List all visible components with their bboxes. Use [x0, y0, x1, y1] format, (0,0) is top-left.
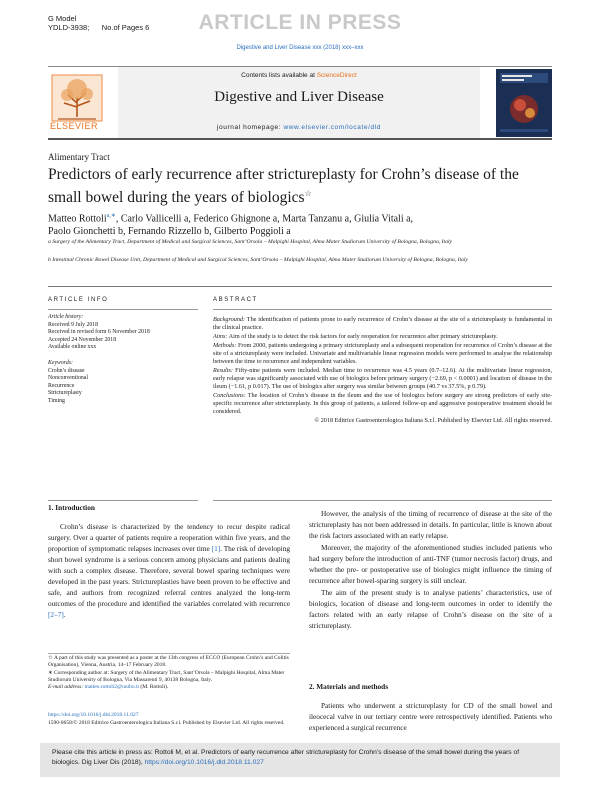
keyword-item: Crohn’s disease [48, 367, 85, 374]
journal-masthead [48, 66, 552, 140]
article-info-column [48, 314, 198, 406]
section-label: Alimentary Tract [48, 152, 110, 162]
introduction-heading: 1. Introduction [48, 503, 95, 512]
citation-text: Please cite this article in press as: Rottoli M, et al. Predictors of early recurrence after strictureplasty for Crohn’s disease of the small bowel during the years of biologics. Dig Liver Dis (2018), [52, 749, 520, 766]
history-label: Article history: [48, 314, 84, 320]
article-info-heading: ARTICLE INFO [48, 297, 109, 303]
page-count: No.of Pages 6 [101, 23, 150, 32]
keyword-item: Timing [48, 397, 65, 404]
contents-line: Contents lists available at ScienceDirect [241, 72, 357, 79]
body-paragraph: However, the analysis of the timing of recurrence of disease at the site of the strictureplasty has not been addressed in details. In particular, little is known about the risk factors associated with an early relapse. [309, 509, 552, 540]
email-link[interactable]: matteo.rottoli2@unibo.it [84, 684, 140, 691]
abstract-copyright: © 2018 Editrice Gastroenterologica Italiana S.r.l. Published by Elsevier Ltd. All rights reserved. [314, 416, 552, 424]
citation-box [40, 743, 560, 777]
spacer [48, 352, 198, 360]
footnote-email: E-mail address: matteo.rottoli2@unibo.it (M. Rottoli). [48, 684, 169, 691]
abstract-methods: Methods: From 2000, patients undergoing a primary strictureplasty and a subsequent reoperation for recurrence of Crohn’s disease at the site of a strictureplasty were included. Univariate and multivariable linear regression models were performed to analyse the relationship between the time to recurrence and independent variables. [213, 341, 553, 366]
footnote-presentation: ☆ A part of this study was presented as a poster at the 13th congress of ECCO (European Crohn’s and Colitis Organisation), Vienna, Austria, 14–17 February 2018. [48, 655, 289, 669]
journal-homepage-link[interactable]: www.elsevier.com/locate/dld [283, 124, 381, 131]
footnote-rule [48, 653, 290, 654]
abstract-body [213, 316, 552, 425]
methods-paragraph: Patients who underwent a strictureplasty for CD of the small bowel and ileocecal valve in our tertiary centre were retrospectively identified. Patients who experienced a surgical recurrence [309, 701, 552, 732]
author-rottoli[interactable]: Matteo Rottoli [48, 213, 107, 225]
journal-cover-image [496, 69, 552, 137]
abstract-bottom-rule [213, 500, 552, 501]
history-item: Received 9 July 2018 [48, 321, 99, 328]
body-paragraph: The aim of the present study is to analyse patients’ characteristics, use of biologics, location of disease and long-term outcomes in order to identify the factors related with an early relapse of Crohn’s disease on the site of a strictureplasty. [309, 588, 552, 630]
citation-doi-link[interactable]: https://doi.org/10.1016/j.dld.2018.11.027 [144, 758, 264, 766]
paper-title: Predictors of early recurrence after strictureplasty for Crohn’s disease of the small bowel during the years of biologics☆ [48, 166, 519, 207]
abstract-aims: Aims: Aim of the study is to detect the risk factors for early reoperation for recurrence after primary strictureplasty. [213, 332, 498, 340]
keyword-item: Recurrence [48, 382, 75, 389]
affiliation-b: b Intestinal Chronic Bowel Disease Unit, Department of Medical and Surgical Sciences, Sant’Orsola – Malpighi Hospital, Alma Mater Studiorum University of Bologna, Bologna, Italy [48, 257, 468, 263]
publisher-name: ELSEVIER [50, 121, 99, 131]
keywords-label: Keywords: [48, 359, 73, 366]
history-item: Available online xxx [48, 344, 97, 351]
history-item: Received in revised form 6 November 2018 [48, 329, 150, 336]
abstract-heading: ABSTRACT [213, 297, 258, 303]
history-item: Accepted 24 November 2018 [48, 336, 117, 343]
body-paragraph: Moreover, the majority of the aforementioned studies included patients who had surgery before the introduction of anti-TNF (tumor necrosis factor) drugs, and whether the pre- or postoperative use of biologics might influence the timing of recurrence after bowel-sparing surgery is still unclear. [309, 543, 552, 585]
methods-heading: 2. Materials and methods [309, 682, 389, 691]
article-in-press-banner: ARTICLE IN PRESS [198, 11, 402, 34]
keyword-item: Strictureplasty [48, 390, 82, 397]
sciencedirect-link[interactable]: ScienceDirect [316, 72, 357, 79]
abstract-results: Results: Fifty-nine patients were included. Median time to recurrence was 4.5 years (0.7–12.6). At the multivariate linear regression, early relapse was significantly associated with use of biologics before primary surgery (−2.69, p < 0.0001) and location of disease in the ileum (−1.61, p 0.017). The use of biologics after surgery was similar between groups (40.7 vs 37.5%, p 0.79). [213, 366, 553, 391]
reference-link[interactable]: [1] [211, 544, 221, 553]
article-info-rule [48, 309, 198, 310]
top-citation-link[interactable]: Digestive and Liver Disease xxx (2018) xxx–xxx [236, 45, 364, 51]
author-affil-mark[interactable]: a,∗ [106, 213, 116, 219]
abstract-rule [213, 309, 552, 310]
journal-code: G Model [48, 14, 77, 23]
right-column [309, 508, 552, 632]
manuscript-id: YDLD-3938; No.of Pages 6 [48, 23, 150, 32]
issn-line: 1590-8658/© 2018 Editrice Gastroenterologica Italiana S.r.l. Published by Elsevier Ltd. All rights reserved. [48, 720, 285, 726]
footnote-corresponding: ∗ Corresponding author at: Surgery of the Alimentary Tract, Sant’Orsola – Malpighi Hospital, Alma Mater Studiorum University of Bologna, Via Massarenti 9, 40138 Bologna, Italy. [48, 669, 285, 683]
introduction-paragraph: Crohn’s disease is characterized by the tendency to recur despite radical surgery. Over a quarter of patients require a reoperation within five years, and the proportion of symptomatic relapses increases over time [1]. The risk of developing short bowel syndrome is a serious concern among physicians and patients dealing with such a complex disease. Therefore, several bowel sparing techniques were developed in the past years. Strictureplasties have been proven to be effective and safe, and authors from recognized referral centres analyzed the long-term outcomes of the procedure and identified the variables correlated with recurrence [2–7]. [48, 522, 290, 619]
doi-link[interactable]: https://doi.org/10.1016/j.dld.2018.11.027 [48, 712, 139, 718]
reference-link[interactable]: [2–7] [48, 610, 64, 619]
author-list [48, 210, 468, 238]
journal-homepage-line: journal homepage: www.elsevier.com/locate/dld [217, 124, 381, 131]
authors-line2: Paolo Gionchetti b, Fernando Rizzello b, Gilberto Poggioli a [48, 226, 291, 238]
title-footnote-mark[interactable]: ☆ [304, 189, 312, 198]
affiliation-a: a Surgery of the Alimentary Tract, Department of Medical and Surgical Sciences, Sant’Orsola – Malpighi Hospital, Alma Mater Studiorum University of Bologna, Bologna, Italy [48, 239, 453, 245]
header-divider [48, 286, 552, 287]
abstract-conclusions: Conclusions: The location of Crohn’s disease in the ileum and the use of biologics before surgery are strong predictors of early site-specific recurrence after strictureplasty. In this group of patients, a tailored follow-up and aggressive postoperative treatment should be considered. [213, 391, 552, 416]
footnotes [48, 655, 290, 692]
authors-line1-rest: , Carlo Vallicelli a, Federico Ghignone a, Marta Tanzanu a, Giulia Vitali a, [115, 213, 414, 225]
abstract-background: Background: The identification of patients prone to early recurrence of Crohn’s disease at the site of a strictureplasty is fundamental in the clinical practice. [213, 316, 552, 332]
article-info-bottom-rule [48, 500, 198, 501]
masthead-center-panel [118, 67, 480, 138]
journal-title: Digestive and Liver Disease [214, 89, 384, 105]
keyword-item: Nonconventional [48, 375, 88, 382]
